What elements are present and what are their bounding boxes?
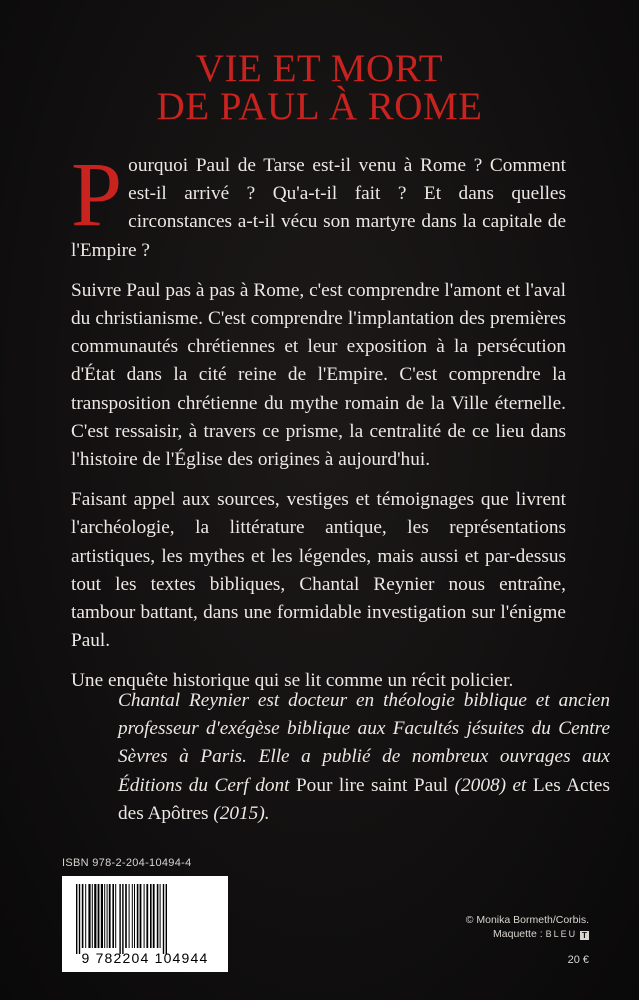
barcode-bar — [137, 884, 139, 948]
barcode-bar — [163, 884, 164, 954]
barcode-bar — [101, 884, 103, 948]
drop-cap: P — [71, 143, 123, 245]
barcode-bar — [157, 884, 159, 948]
blurb-paragraph-1 — [71, 143, 566, 265]
blurb-paragraph-2: Suivre Paul pas à pas à Rome, c'est comprendre l'amont et l'aval du christianisme. C'est comprendre l'implantation des premières communautés chrétiennes et leur exposition à la persécution d'État dans la cité reine de l'Empire. C'est comprendre la transposition chrétienne du mythe romain de la Ville éternelle. C'est ressaisir, à travers ce prisme, la centralité de ce lieu dans l'histoire de l'Église des origines à aujourd'hui. — [71, 279, 566, 471]
barcode-bar — [144, 884, 145, 948]
barcode-bar — [140, 884, 142, 948]
barcode-bar — [112, 884, 114, 948]
barcode-bar — [104, 884, 105, 948]
barcode-bar — [125, 884, 127, 948]
barcode-bar — [160, 884, 161, 948]
bio-year-2: (2015). — [208, 802, 270, 824]
maquette-label: Maquette : — [493, 928, 546, 940]
barcode-bar — [107, 884, 108, 948]
title-line-1: VIE ET MORT — [195, 47, 444, 90]
blurb — [71, 143, 566, 708]
blurb-paragraph-3: Faisant appel aux sources, vestiges et témoignages que livrent l'archéologie, la littérature antique, les représentations artistiques, les mythes et les légendes, mais aussi et par-dessus tout les textes bibliques, Chantal Reynier nous entraîne, tambour battant, dans une formidable investigation sur l'énigme Paul. — [71, 489, 566, 652]
barcode-bar — [129, 884, 130, 948]
barcode — [62, 876, 228, 972]
barcode-bar — [132, 884, 133, 948]
barcode-bar — [115, 884, 116, 948]
barcode-bar — [166, 884, 167, 954]
bio-book-1: Pour lire saint Paul — [295, 774, 449, 796]
barcode-bar — [76, 884, 77, 954]
isbn-label: ISBN 978-2-204-10494-4 — [62, 857, 192, 869]
price: 20 € — [567, 954, 589, 966]
barcode-bar — [98, 884, 100, 948]
barcode-bar — [153, 884, 155, 948]
barcode-bar — [92, 884, 93, 948]
maquette-badge: T — [580, 931, 589, 940]
bio-text: Chantal Reynier est docteur en théologie biblique et ancien professeur d'exégèse biblique aux Facultés jésuites du Centre Sèvres à Paris. Elle a publié de nombreux ouvrages aux Éditions du Cerf dont — [118, 690, 610, 796]
barcode-bar — [82, 884, 84, 948]
barcode-bar — [109, 884, 111, 948]
barcode-bar — [146, 884, 148, 948]
barcode-digits: 9 782204 104944 — [81, 950, 209, 966]
blurb-paragraph-4: Une enquête historique qui se lit comme un récit policier. — [71, 670, 514, 692]
maquette-credit — [466, 927, 589, 941]
bio-book-2: Les Actes des Apôtres — [118, 774, 610, 824]
credits — [466, 913, 589, 941]
barcode-bar — [150, 884, 152, 948]
barcode-bar — [85, 884, 86, 948]
barcode-bar — [88, 884, 90, 948]
barcode-bar — [79, 884, 80, 954]
author-bio — [118, 687, 610, 828]
barcode-bar — [94, 884, 96, 948]
barcode-bar — [119, 884, 120, 954]
barcode-bar — [122, 884, 123, 954]
barcode-bar — [134, 884, 135, 948]
maquette-value: BLEU — [545, 929, 578, 939]
bio-year-1: (2008) et — [448, 774, 533, 796]
blurb-paragraph-1-text: ourquoi Paul de Tarse est-il venu à Rome ? Comment est-il arrivé ? Qu'a-t-il fait ? Et dans quelles circonstances a-t-il vécu son martyre dans la capitale de l'Empire ? — [71, 155, 566, 261]
book-title — [0, 47, 639, 128]
title-line-2: DE PAUL À ROME — [156, 85, 483, 128]
photo-credit: © Monika Bormeth/Corbis. — [465, 914, 589, 926]
